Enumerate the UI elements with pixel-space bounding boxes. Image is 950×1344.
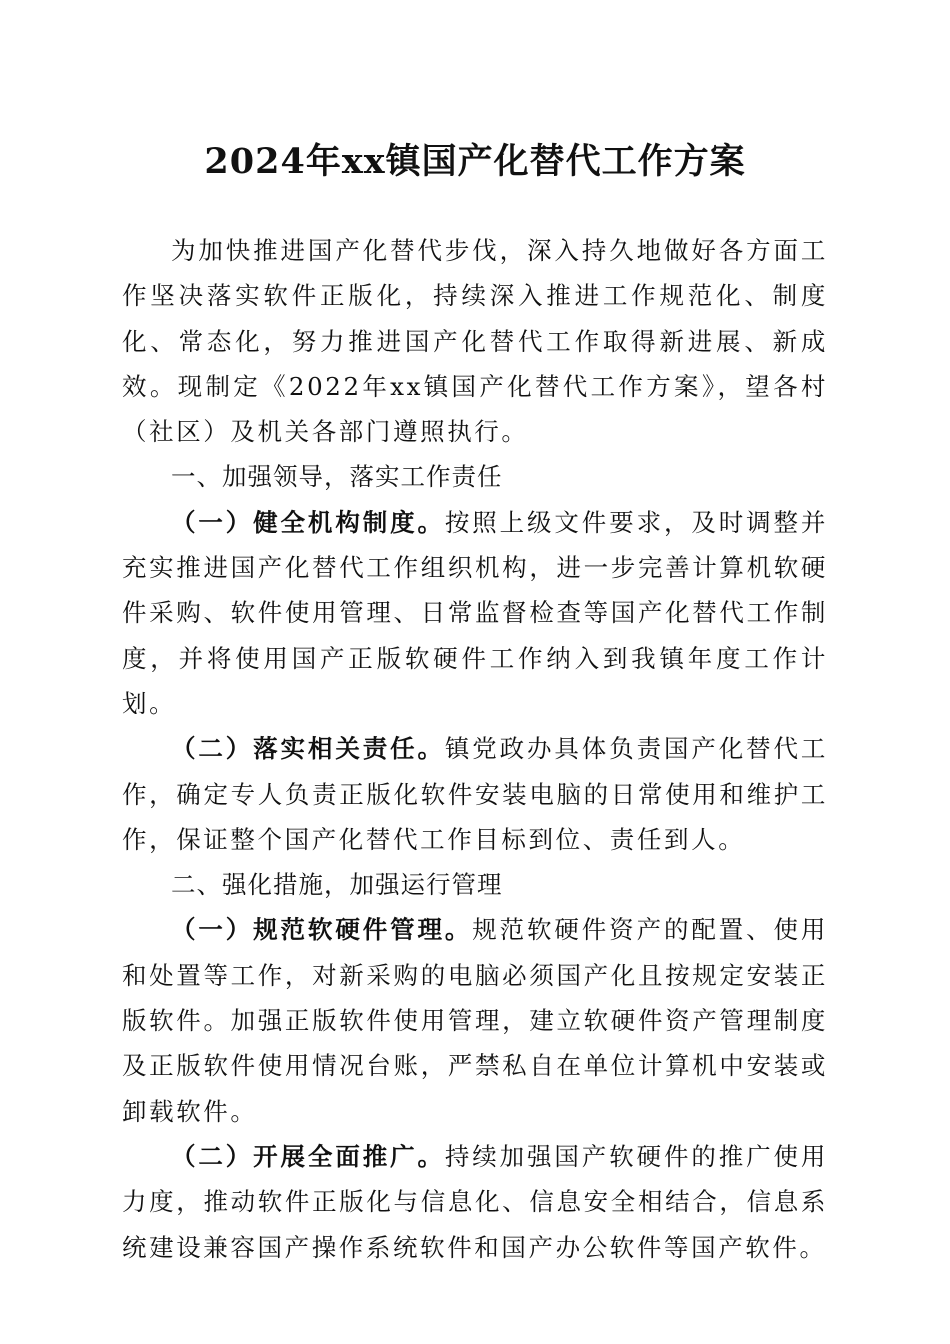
item-subtitle: （一）规范软硬件管理。 — [171, 915, 473, 945]
item-text: 规范软硬件资产的配置、使用和处置等工作，对新采购的电脑必须国产化且按规定安装正版软件。加强正版软件使用管理，建立软硬件资产管理制度及正版软件使用情况台账，严禁私自在单位计算机中安装或卸载软件。 — [122, 915, 828, 1126]
section-2-item-1 — [122, 907, 828, 1133]
document-body — [122, 228, 828, 1270]
item-text: 持续加强国产软硬件的推广使用力度，推动软件正版化与信息化、信息安全相结合，信息系统建设兼容国产操作系统软件和国产办公软件等国产软件。 — [122, 1141, 829, 1262]
item-text: 镇党政办具体负责国产化替代工作，确定专人负责正版化软件安装电脑的日常使用和维护工作，保证整个国产化替代工作目标到位、责任到人。 — [122, 734, 829, 854]
document-title: 2024年xx镇国产化替代工作方案 — [204, 141, 746, 182]
section-2-item-2 — [122, 1134, 828, 1270]
item-subtitle: （二）落实相关责任。 — [171, 734, 445, 764]
item-subtitle: （一）健全机构制度。 — [171, 507, 445, 537]
section-1-item-1 — [122, 500, 828, 726]
section-heading-1: 一、加强领导，落实工作责任 — [171, 462, 503, 492]
item-text: 按照上级文件要求，及时调整并充实推进国产化替代工作组织机构，进一步完善计算机软硬件采购、软件使用管理、日常监督检查等国产化替代工作制度，并将使用国产正版软硬件工作纳入到我镇年度工作计划。 — [122, 507, 829, 718]
section-1-item-2 — [122, 726, 828, 862]
intro-paragraph: 为加快推进国产化替代步伐，深入持久地做好各方面工作坚决落实软件正版化，持续深入推进工作规范化、制度化、常态化，努力推进国产化替代工作取得新进展、新成效。现制定《2022年xx镇国产化替代工作方案》，望各村（社区）及机关各部门遵照执行。 — [122, 236, 828, 447]
section-heading-2: 二、强化措施，加强运行管理 — [171, 870, 503, 900]
item-subtitle: （二）开展全面推广。 — [171, 1141, 445, 1171]
